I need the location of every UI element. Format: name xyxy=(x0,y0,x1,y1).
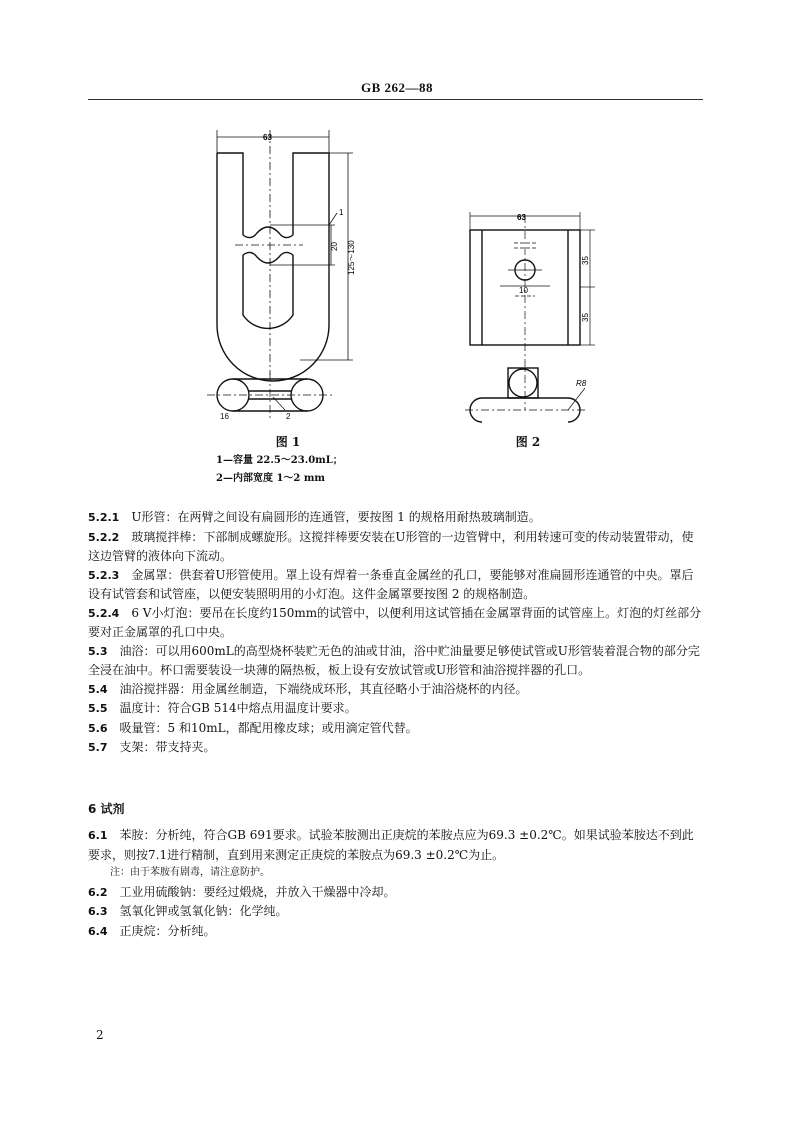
section-5-body xyxy=(88,508,703,758)
clause-5-2-1: 5.2.1 U形管：在两臂之间设有扁圆形的连通管，要按图 1 的规格用耐热玻璃制造。 xyxy=(88,510,541,524)
clause-5-6: 5.6 吸量管：5 和10mL，都配用橡皮球；或用滴定管代替。 xyxy=(88,720,418,735)
legend-item-2: 2—内部宽度 1～2 mm xyxy=(216,473,325,484)
figure-1-u-tube-diagram xyxy=(205,125,375,425)
figure-1-legend xyxy=(216,452,343,488)
clause-6-1: 6.1 苯胺：分析纯，符合GB 691要求。试验苯胺测出正庚烷的苯胺点应为69.3 ±0.2℃。如果试验苯胺达不到此要求，则按7.1进行精制，直到用来测定正庚烷的苯胺点为69.3 ±0.2℃为止。 xyxy=(88,828,694,862)
dim-radius: R8 xyxy=(576,379,587,388)
clause-5-2-3: 5.2.3 金属罩：供套着U形管使用。罩上设有焊着一条垂直金属丝的孔口，要能够对准扁圆形连通管的中央。罩后设有试管套和试管座，以便安装照明用的小灯泡。这件金属罩要按图 2 的规格制造。 xyxy=(88,567,694,601)
dim-height: 125～130 xyxy=(347,240,356,275)
dim-width: 63 xyxy=(517,213,526,222)
section-6-body xyxy=(88,826,703,941)
clause-5-3: 5.3 油浴：可以用600mL的高型烧杯装贮无色的油或甘油，浴中贮油量要足够使试管或U形管装着混合物的部分完全浸在油中。杯口需要装设一块薄的隔热板，板上设有安放试管或U形管和油浴搅拌器的孔口。 xyxy=(88,643,700,677)
dim-top: 35 xyxy=(581,256,590,265)
figure-2-metal-cover-diagram xyxy=(460,210,610,425)
dim-gap: 20 xyxy=(330,242,339,251)
clause-6-4: 6.4 正庚烷：分析纯。 xyxy=(88,923,216,938)
dim-hole: 10 xyxy=(519,286,528,295)
figure-2-caption: 图 2 xyxy=(515,435,541,449)
clause-6-2: 6.2 工业用硫酸钠：要经过煅烧，并放入干燥器中冷却。 xyxy=(88,884,396,899)
callout-2: 2 xyxy=(286,412,291,421)
clause-5-5: 5.5 温度计：符合GB 514中熔点用温度计要求。 xyxy=(88,701,357,715)
dim-circle: 16 xyxy=(220,412,229,421)
callout-1: 1 xyxy=(339,208,344,217)
clause-5-7: 5.7 支架：带支持夹。 xyxy=(88,740,216,754)
clause-6-1-note: 注：由于苯胺有剧毒，请注意防护。 xyxy=(110,867,270,878)
dim-bottom: 35 xyxy=(581,313,590,322)
page-number: 2 xyxy=(96,1028,104,1042)
clause-6-3: 6.3 氢氧化钾或氢氧化钠：化学纯。 xyxy=(88,904,288,918)
clause-5-4: 5.4 油浴搅拌器：用金属丝制造，下端绕成环形，其直径略小于油浴烧杯的内径。 xyxy=(88,681,528,696)
legend-item-1: 1—容量 22.5～23.0mL； xyxy=(216,455,343,466)
dim-width: 63 xyxy=(263,133,272,142)
clause-5-2-2: 5.2.2 玻璃搅拌棒：下部制成螺旋形。这搅拌棒要安装在U形管的一边管臂中，利用转速可变的传动装置带动，使这边管臂的液体向下流动。 xyxy=(88,529,694,563)
section-6-heading: 6 试剂 xyxy=(88,802,125,816)
document-header: GB 262—88 xyxy=(360,80,434,95)
header-rule xyxy=(88,99,703,100)
clause-5-2-4: 5.2.4 6 V小灯泡：要吊在长度约150mm的试管中，以便利用这试管插在金属罩背面的试管座上。灯泡的灯丝部分要对正金属罩的孔口中央。 xyxy=(88,605,702,639)
figure-1-caption: 图 1 xyxy=(275,435,301,449)
